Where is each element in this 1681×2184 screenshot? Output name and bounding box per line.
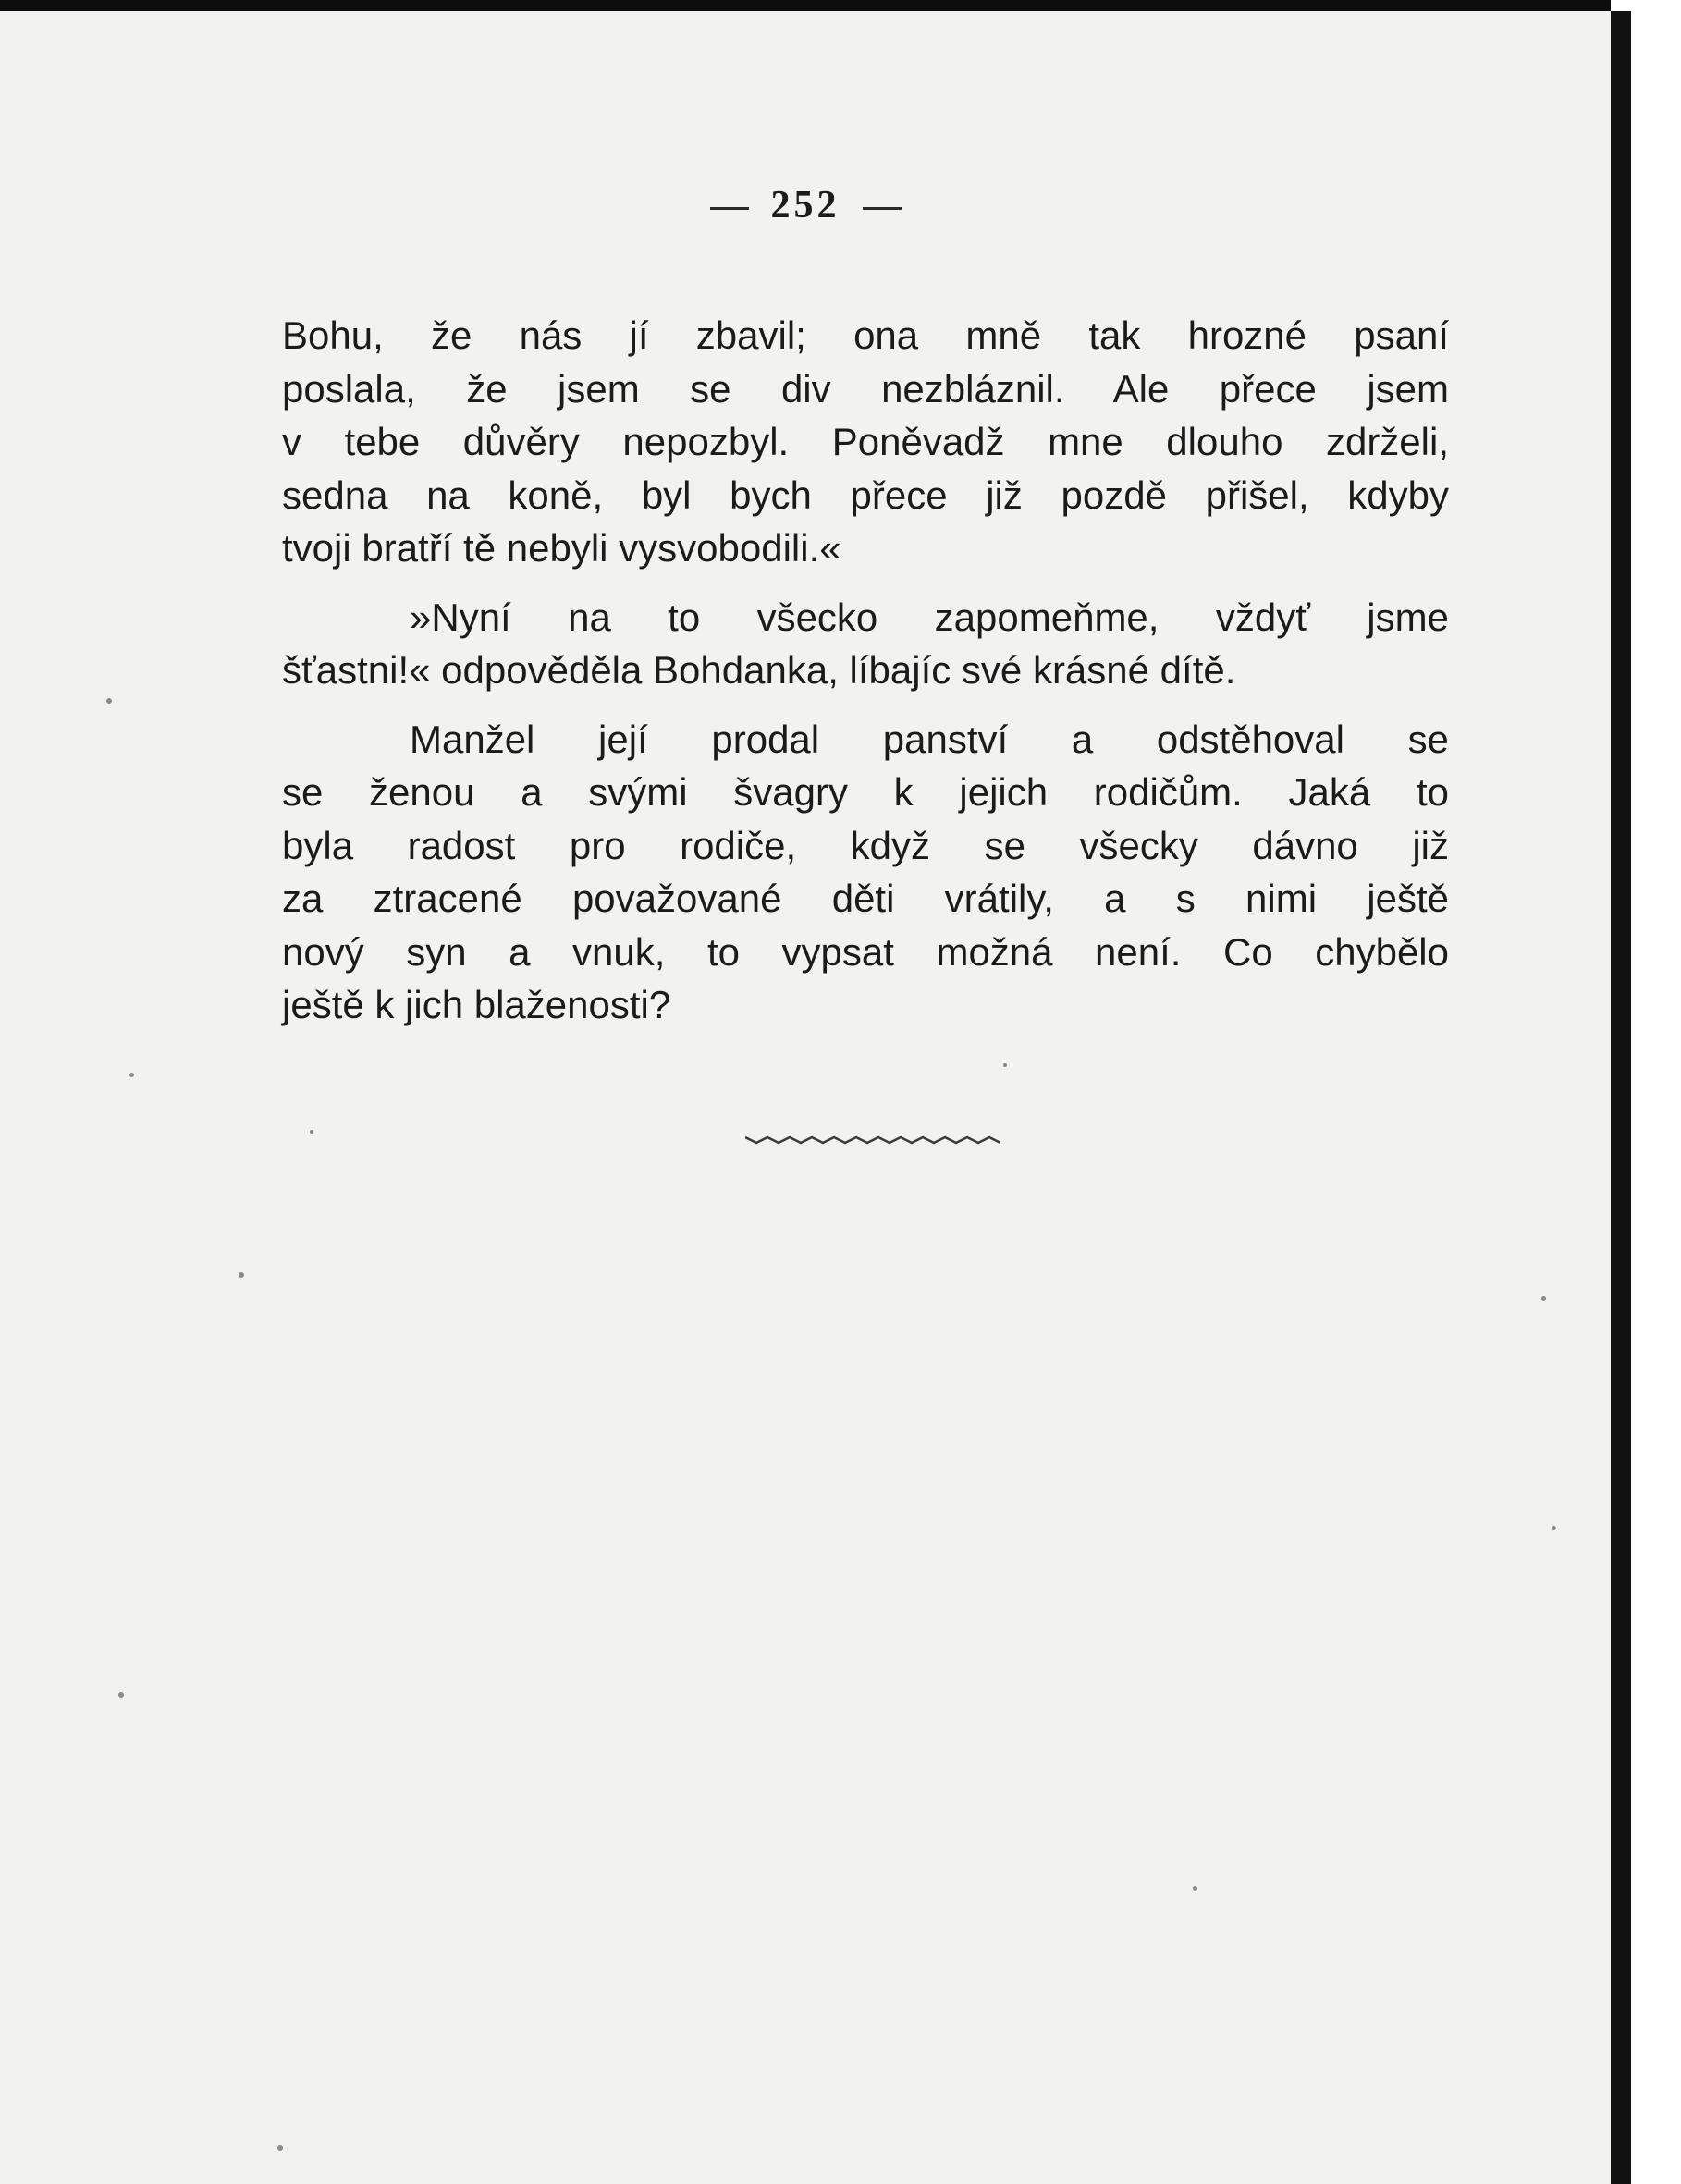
text-line: se ženou a svými švagry k jejich rodičům. Jaká to [282,770,1449,814]
scan-speck [129,1073,134,1077]
paragraph-2 [282,591,1449,697]
dash-right [863,207,902,210]
scan-right-edge [1611,11,1631,2184]
scan-speck [277,2145,283,2151]
scan-speck [118,1692,124,1698]
end-ornament [745,1130,1000,1148]
text-line: Manžel její prodal panství a odstěhoval se [410,717,1449,761]
text-line: Bohu, že nás jí zbavil; ona mně tak hrozné psaní [282,313,1449,357]
text-line: tvoji bratří tě nebyli vysvobodili.« [282,526,841,570]
text-line: ještě k jich blaženosti? [282,983,671,1026]
scan-top-edge [0,0,1681,11]
scan-speck [106,698,112,704]
scan-speck [1552,1526,1556,1530]
paragraph-3 [282,713,1449,1032]
text-line: za ztracené považované děti vrátily, a s nimi ještě [282,877,1449,920]
text-line: poslala, že jsem se div nezbláznil. Ale přece jsem [282,366,1449,411]
paragraph-1 [282,309,1449,575]
text-line: nový syn a vnuk, to vypsat možná není. Co chybělo [282,929,1449,974]
text-line: šťastni!« odpověděla Bohdanka, líbajíc své krásné dítě. [282,648,1236,692]
text-line: »Nyní na to všecko zapomeňme, vždyť jsme [410,595,1449,639]
scan-speck [310,1130,313,1134]
page-number: 252 [770,184,840,227]
page-number-header [0,183,1611,227]
text-line: sedna na koně, byl bych přece již pozdě přišel, kdyby [282,472,1449,517]
text-line: v tebe důvěry nepozbyl. Poněvadž mne dlouho zdrželi, [282,420,1449,463]
body-text [282,309,1449,1032]
scan-speck [1193,1886,1197,1891]
scan-speck [1541,1296,1546,1301]
scan-speck [1003,1063,1007,1067]
dash-left [710,207,749,210]
text-line: byla radost pro rodiče, když se všecky dávno již [282,823,1449,867]
scan-speck [239,1272,244,1278]
